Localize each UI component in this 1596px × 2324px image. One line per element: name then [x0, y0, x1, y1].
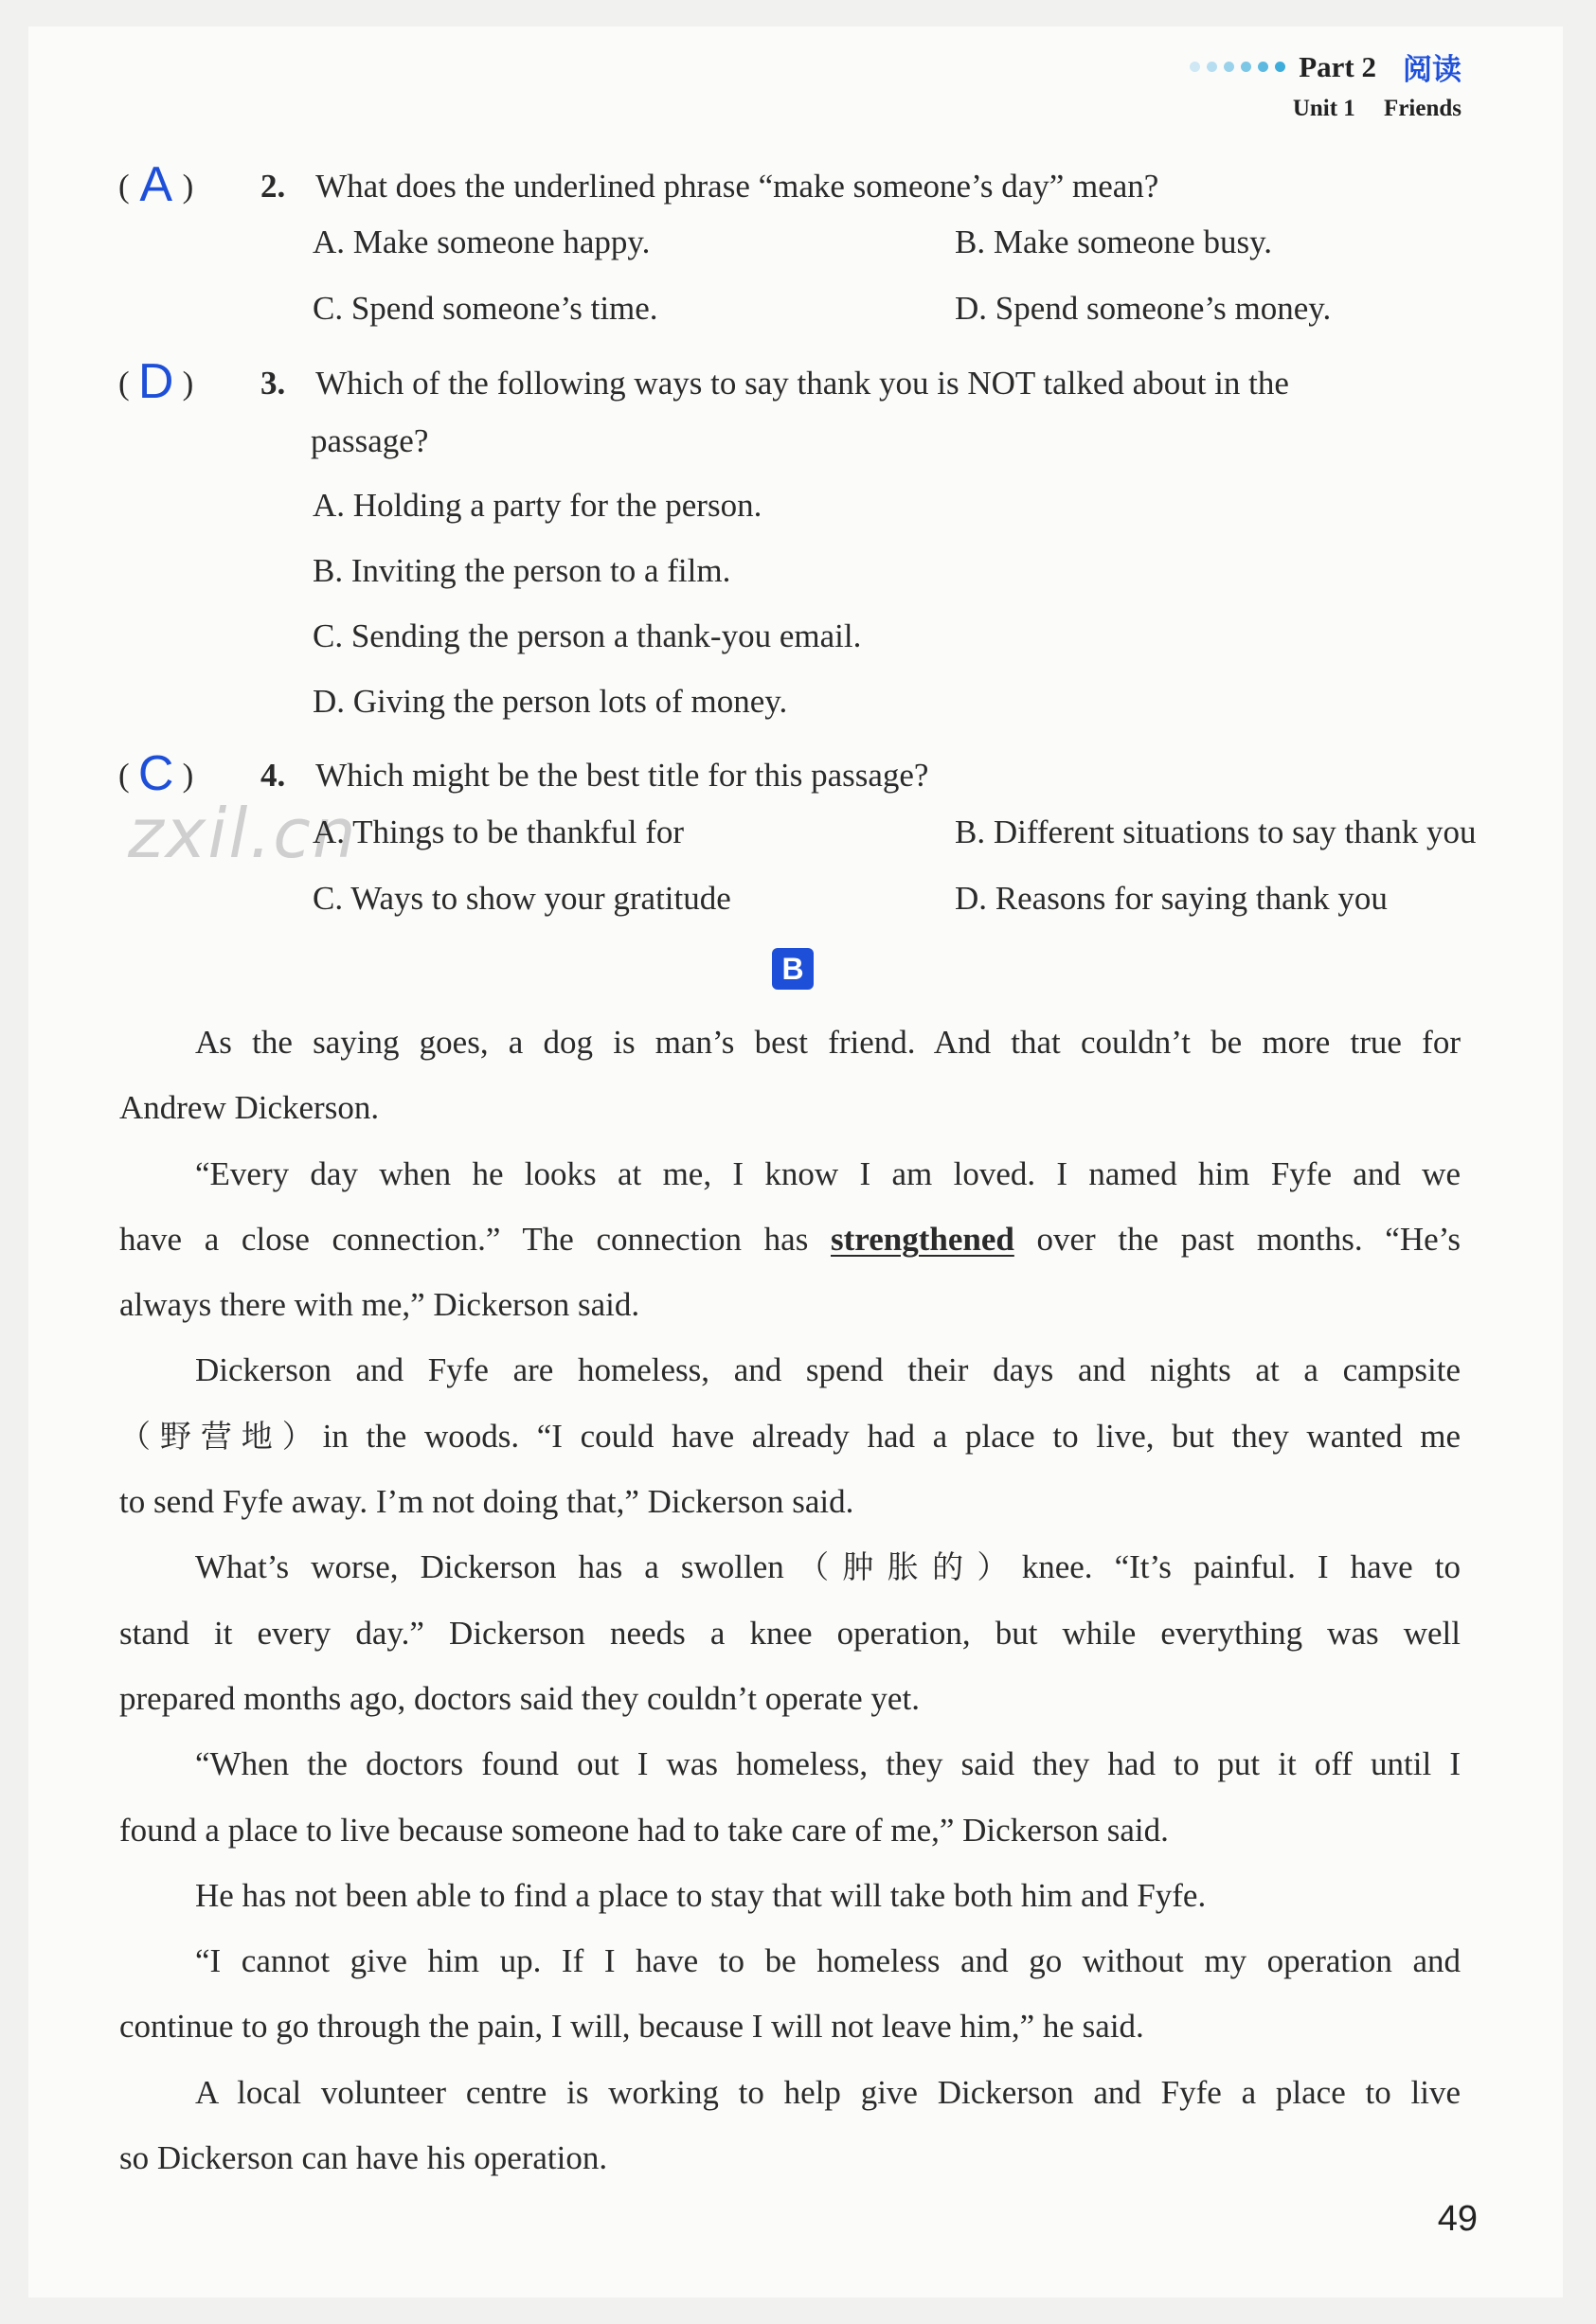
answer-4: C: [137, 746, 174, 801]
passage-line: Dickerson and Fyfe are homeless, and spend their days and nights at a campsite: [195, 1351, 1461, 1389]
question-4: ( C ) 4. Which might be the best title for this passage?: [118, 746, 929, 801]
question-text: What does the underlined phrase “make someone’s day” mean?: [315, 168, 1159, 205]
passage-line: As the saying goes, a dog is man’s best friend. And that couldn’t be more true for: [195, 1024, 1461, 1061]
dot-icon: [1207, 62, 1217, 72]
option-c: C. Sending the person a thank-you email.: [313, 617, 862, 654]
passage-line: always there with me,” Dickerson said.: [119, 1286, 640, 1324]
text-run: have a close connection.” The connection has: [119, 1220, 809, 1258]
chinese-gloss: （野营地）: [119, 1417, 323, 1455]
option-d: D. Spend someone’s money.: [955, 290, 1332, 327]
question-number: 2.: [260, 168, 286, 205]
passage-line: stand it every day.” Dickerson needs a knee operation, but while everything was well: [119, 1614, 1461, 1652]
passage-line: “I cannot give him up. If I have to be homeless and go without my operation and: [195, 1942, 1461, 1980]
question-text-continued: passage?: [311, 422, 429, 459]
unit-title: Friends: [1384, 96, 1462, 121]
question-text: Which might be the best title for this passage?: [315, 757, 929, 794]
passage-line: to send Fyfe away. I’m not doing that,” Dickerson said.: [119, 1483, 854, 1521]
passage-line: [119, 1207, 1461, 1272]
passage-line: [119, 1534, 1461, 1600]
passage-line: continue to go through the pain, I will, because I will not leave him,” he said.: [119, 2008, 1144, 2046]
passage-line: A local volunteer centre is working to help give Dickerson and Fyfe a place to live: [195, 2073, 1461, 2111]
dot-icon: [1241, 62, 1251, 72]
question-2: ( A ) 2. What does the underlined phrase “make someone’s day” mean?: [118, 157, 1159, 212]
unit-label: Unit 1: [1292, 96, 1355, 121]
section-badge: B: [772, 948, 814, 990]
underlined-word: strengthened: [831, 1220, 1014, 1258]
option-a: A. Things to be thankful for: [313, 813, 685, 850]
text-run: knee. “It’s painful. I have to: [1021, 1548, 1462, 1586]
dot-icon: [1275, 62, 1285, 72]
part-label: Part 2: [1299, 49, 1376, 83]
question-3: ( D ) 3. Which of the following ways to say thank you is NOT talked about in the: [118, 354, 1289, 409]
watermark: zxil.cn: [128, 794, 358, 873]
dot-icon: [1258, 62, 1268, 72]
question-number: 3.: [260, 365, 286, 402]
dot-icon: [1224, 62, 1234, 72]
passage: [119, 1010, 1461, 2190]
option-b: B. Different situations to say thank you: [955, 813, 1477, 850]
passage-line: [119, 1403, 1461, 1469]
option-c: C. Spend someone’s time.: [313, 290, 658, 327]
option-b: B. Make someone busy.: [955, 223, 1273, 260]
passage-line: found a place to live because someone had to take care of me,” Dickerson said.: [119, 1811, 1169, 1849]
option-a: A. Make someone happy.: [313, 223, 651, 260]
option-d: D. Giving the person lots of money.: [313, 683, 788, 720]
section-label: 阅读: [1403, 53, 1462, 87]
passage-line: He has not been able to find a place to stay that will take both him and Fyfe.: [195, 1876, 1207, 1914]
question-number: 4.: [260, 757, 286, 794]
question-text: Which of the following ways to say thank you is NOT talked about in the: [315, 365, 1289, 402]
text-run: in the woods. “I could have already had a place to live, but they wanted me: [322, 1417, 1462, 1455]
text-run: over the past months. “He’s: [1036, 1220, 1461, 1258]
chinese-gloss: （肿胀的）: [783, 1548, 1022, 1586]
passage-line: so Dickerson can have his operation.: [119, 2139, 608, 2177]
answer-3: D: [137, 354, 174, 409]
page-number: 49: [1437, 2199, 1478, 2239]
passage-line: Andrew Dickerson.: [119, 1089, 380, 1127]
page-header: [1190, 45, 1462, 122]
answer-2: A: [139, 157, 172, 212]
passage-line: prepared months ago, doctors said they couldn’t operate yet.: [119, 1679, 920, 1717]
dot-icon: [1190, 62, 1200, 72]
decorative-dots: [1190, 62, 1285, 72]
option-b: B. Inviting the person to a film.: [313, 552, 731, 589]
passage-line: “When the doctors found out I was homeless, they said they had to put it off until I: [195, 1745, 1461, 1783]
passage-line: “Every day when he looks at me, I know I am loved. I named him Fyfe and we: [195, 1154, 1461, 1192]
option-a: A. Holding a party for the person.: [313, 487, 762, 524]
option-c: C. Ways to show your gratitude: [313, 880, 731, 917]
option-d: D. Reasons for saying thank you: [955, 880, 1388, 917]
text-run: What’s worse, Dickerson has a swollen: [195, 1548, 784, 1586]
